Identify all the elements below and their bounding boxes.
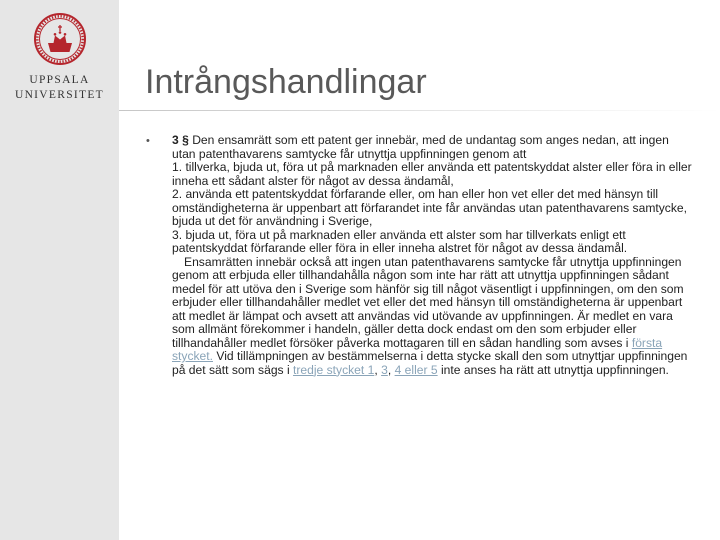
paragraph-2-text-c: inte anses ha rätt att utnyttja uppfinningen.	[441, 362, 669, 377]
separator-comma-1: ,	[374, 362, 378, 377]
list-item-3: 3. bjuda ut, föra ut på marknaden eller använda ett alster som har tillverkats enligt ett patentskyddat förfarande eller föra in eller inneha alstret för något av dessa ändamål.	[172, 227, 628, 255]
sidebar-panel	[0, 0, 119, 540]
slide-body-text	[172, 134, 692, 377]
bullet-marker: •	[146, 135, 150, 147]
paragraph-1	[172, 134, 692, 161]
link-tredje-stycket-1[interactable]: tredje stycket 1	[293, 362, 375, 377]
university-name-line-2: UNIVERSITET	[14, 89, 105, 101]
link-4-eller-5[interactable]: 4 eller 5	[394, 362, 438, 377]
list-item-1: 1. tillverka, bjuda ut, föra ut på marknaden eller använda ett patentskyddat alster eller föra in eller inneha ett sådant alster för något av dessa ändamål,	[172, 160, 692, 188]
separator-comma-2: ,	[387, 362, 392, 377]
slide-title: Intrångshandlingar	[145, 63, 427, 101]
paragraph-2-text-a: Ensamrätten innebär också att ingen utan patenthavarens samtycke får utnyttja uppfinningen genom att erbjuda eller tillhandahålla någon som inte har rätt att utnyttja uppfinningen sådant medel för att utöva den i Sverige som hänför sig till något väsentligt i uppfinningen, om den som erbjuder eller tillhandahåller medlet vet eller det med hänsyn till omständigheterna är uppenbart att medlet är lämpat och avsett att användas vid utövande av uppfinningen. Är medlet en vara som allmänt förekommer i handeln, gäller detta dock endast om den som erbjuder eller tillhandahåller medlet försöker påverka mottagaren till en sådan handling som avses i	[172, 254, 684, 350]
link-forsta-stycket[interactable]: första stycket.	[172, 335, 663, 363]
link-3[interactable]: 3	[381, 362, 388, 377]
paragraph-2	[172, 256, 692, 378]
uppsala-university-seal-icon	[33, 12, 87, 66]
paragraph-2-text-b: Vid tillämpningen av bestämmelserna i detta stycke skall den som utnyttjar uppfinningen på det sätt som sägs i	[172, 349, 688, 377]
section-number: 3 §	[172, 133, 189, 147]
list-item-2: 2. använda ett patentskyddat förfarande eller, om han eller hon vet eller det med hänsyn till omständigheterna är uppenbart att förfarandet inte får användas utan patenthavarens samtycke, bjuda ut det för användning i Sverige,	[172, 187, 687, 228]
intro-text: Den ensamrätt som ett patent ger innebär, med de undantag som anges nedan, att ingen utan patenthavarens samtycke får utnyttja uppfinningen genom att	[172, 133, 669, 161]
title-divider	[119, 110, 720, 111]
university-name-line-1: UPPSALA	[29, 74, 90, 86]
